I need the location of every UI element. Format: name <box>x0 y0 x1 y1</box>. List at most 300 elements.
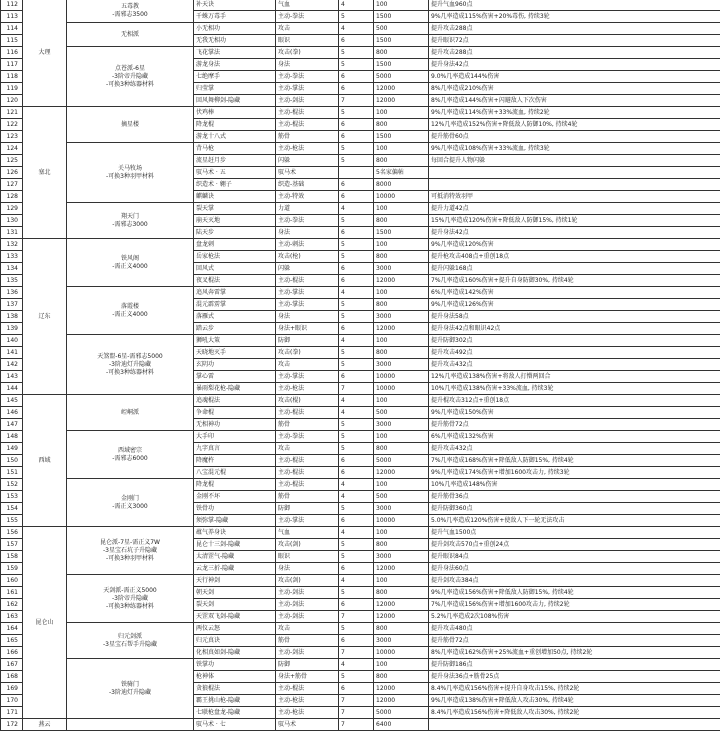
skill-tier: 5 <box>339 419 374 431</box>
skill-type: 攻击(剑) <box>276 539 339 551</box>
skill-effect: 提升筋骨72点 <box>429 419 720 431</box>
skill-cost: 12000 <box>374 275 429 287</box>
row-number: 134 <box>1 263 23 275</box>
skill-tier: 4 <box>339 479 374 491</box>
skill-cost: 12000 <box>374 683 429 695</box>
sect-line: 铁风阁 <box>69 255 191 263</box>
skill-tier: 4 <box>339 395 374 407</box>
row-number: 159 <box>1 563 23 575</box>
skill-type: 攻击 <box>276 359 339 371</box>
skill-type: 身法 <box>276 227 339 239</box>
skill-tier: 7 <box>339 695 374 707</box>
sect-line: 金刚门 <box>69 495 191 503</box>
skill-type: 闪躲 <box>276 155 339 167</box>
skill-effect <box>429 167 720 179</box>
skill-tier: 6 <box>339 599 374 611</box>
skill-tier: 6 <box>339 131 374 143</box>
skill-cost: 10000 <box>374 371 429 383</box>
skill-type: 筋骨 <box>276 131 339 143</box>
skill-type: 筋骨 <box>276 635 339 647</box>
skill-type: 攻击 <box>276 443 339 455</box>
skill-effect: 提升身法58点 <box>429 311 720 323</box>
sect-cell <box>67 527 194 575</box>
table-row <box>1 623 720 635</box>
skill-cost: 800 <box>374 623 429 635</box>
skill-effect: 提升攻击288点 <box>429 23 720 35</box>
skill-cost: 12000 <box>374 695 429 707</box>
row-number: 160 <box>1 575 23 587</box>
skill-cost: 12000 <box>374 611 429 623</box>
sect-line: -3阶帝升隐藏 <box>69 595 191 603</box>
row-number: 125 <box>1 155 23 167</box>
sect-cell <box>67 143 194 203</box>
skill-name: 流星赶月步 <box>194 155 276 167</box>
skill-effect: 6%几率造成142%伤害 <box>429 287 720 299</box>
skill-tier: 5 <box>339 623 374 635</box>
skill-tier: 6 <box>339 275 374 287</box>
skill-cost: 100 <box>374 107 429 119</box>
skill-type: 主动-掌法 <box>276 515 339 527</box>
skill-name: 贪狼棍法 <box>194 683 276 695</box>
sect-line: -3阶迪灯升隐藏 <box>69 689 191 697</box>
sect-cell <box>67 575 194 623</box>
skill-effect: 提升攻击492点 <box>429 347 720 359</box>
row-number: 150 <box>1 455 23 467</box>
skill-name: 大手印 <box>194 431 276 443</box>
row-number: 121 <box>1 107 23 119</box>
skill-type: 主动-棍法 <box>276 683 339 695</box>
sect-line: 崆峒派 <box>69 409 191 417</box>
sect-line: 无相派 <box>69 31 191 39</box>
skill-name: 背马枪 <box>194 143 276 155</box>
table-row <box>1 719 720 731</box>
row-number: 166 <box>1 647 23 659</box>
row-number: 144 <box>1 383 23 395</box>
skill-type: 攻击(棍) <box>276 395 339 407</box>
skill-tier: 4 <box>339 23 374 35</box>
skill-tier: 6 <box>339 467 374 479</box>
skill-cost: 3000 <box>374 419 429 431</box>
sect-line: -需正义3000 <box>69 503 191 511</box>
skill-effect: 提升力道42点 <box>429 203 720 215</box>
skill-name: 混元霹雳掌 <box>194 299 276 311</box>
table-row <box>1 203 720 215</box>
sect-line: 天剑派-需正义5000 <box>69 587 191 595</box>
table-row <box>1 23 720 35</box>
skill-tier: 7 <box>339 95 374 107</box>
sect-line: 天煞盟-6星-需邪志5000 <box>69 353 191 361</box>
skill-cost: 1500 <box>374 35 429 47</box>
skill-name: 昆仑十三剑-隐藏 <box>194 539 276 551</box>
table-row <box>1 335 720 347</box>
region-cell: 塞北 <box>23 107 67 239</box>
skill-name: 回风式 <box>194 263 276 275</box>
skill-effect: 8%几率造成144%伤害+闪避敌人下次伤害 <box>429 95 720 107</box>
skill-effect: 提升防御186点 <box>429 659 720 671</box>
skill-type: 主动-剑法 <box>276 647 339 659</box>
sect-line: -可换3种羽甲材料 <box>69 555 191 563</box>
skill-tier: 5 <box>339 107 374 119</box>
skill-tier: 4 <box>339 335 374 347</box>
skill-effect <box>429 719 720 731</box>
skill-type: 织造-基础 <box>276 179 339 191</box>
skill-effect: 8.4%几率造成156%伤害+降低敌人攻击30%, 持续2轮 <box>429 707 720 719</box>
row-number: 161 <box>1 587 23 599</box>
skill-cost: 12000 <box>374 563 429 575</box>
table-row <box>1 479 720 491</box>
skill-cost: 100 <box>374 431 429 443</box>
skill-name: 玄阴功 <box>194 359 276 371</box>
skill-name: 两仪云怒 <box>194 623 276 635</box>
skill-tier: 5 <box>339 539 374 551</box>
skill-tier: 5 <box>339 671 374 683</box>
sect-line: -可换3种练器材料 <box>69 603 191 611</box>
skill-effect: 9%几率造成126%伤害 <box>429 299 720 311</box>
row-number: 146 <box>1 407 23 419</box>
row-number: 117 <box>1 59 23 71</box>
row-number: 151 <box>1 467 23 479</box>
skill-name: 岳家枪法 <box>194 251 276 263</box>
skill-effect: 提升身法42点和眼识42点 <box>429 323 720 335</box>
skill-tier: 6 <box>339 71 374 83</box>
skill-effect: 8%几率造成162%伤害+25%流血+重创增加50点, 持续2轮 <box>429 647 720 659</box>
skill-tier: 6 <box>339 635 374 647</box>
skill-cost: 800 <box>374 347 429 359</box>
skill-tier: 6 <box>339 227 374 239</box>
skill-type: 气血 <box>276 527 339 539</box>
skill-tier: 5 <box>339 47 374 59</box>
skill-effect: 9%几率造成174%伤害+增加1600攻击力, 持续3轮 <box>429 467 720 479</box>
sect-line: 关马牧场 <box>69 165 191 173</box>
skill-effect: 提升身法42点 <box>429 227 720 239</box>
skill-name: 九字真言 <box>194 443 276 455</box>
sect-line: 西域密宗 <box>69 447 191 455</box>
skill-effect: 提升攻击432点 <box>429 359 720 371</box>
skill-tier: 5 <box>339 215 374 227</box>
skill-type: 闪躲 <box>276 263 339 275</box>
row-number: 128 <box>1 191 23 203</box>
skill-name: 踏云步 <box>194 323 276 335</box>
skill-tier: 5 <box>339 143 374 155</box>
row-number: 123 <box>1 131 23 143</box>
skill-name: 游龙十八式 <box>194 131 276 143</box>
skill-cost: 800 <box>374 587 429 599</box>
row-number: 127 <box>1 179 23 191</box>
skill-effect: 12%几率造成152%伤害+降低敌人防御10%, 持续4轮 <box>429 119 720 131</box>
skill-cost: 5000 <box>374 707 429 719</box>
row-number: 170 <box>1 695 23 707</box>
sect-cell <box>67 47 194 107</box>
row-number: 147 <box>1 419 23 431</box>
row-number: 122 <box>1 119 23 131</box>
skill-cost: 500 <box>374 23 429 35</box>
row-number: 142 <box>1 359 23 371</box>
skill-effect: 5.2%几率造成2次108%伤害 <box>429 611 720 623</box>
skill-name: 须弥掌-隐藏 <box>194 515 276 527</box>
row-number: 154 <box>1 503 23 515</box>
row-number: 152 <box>1 479 23 491</box>
row-number: 129 <box>1 203 23 215</box>
row-number: 140 <box>1 335 23 347</box>
table-row <box>1 143 720 155</box>
skill-tier: 5 <box>339 11 374 23</box>
skill-effect: 7%几率造成160%伤害+提升自身防御30%, 持续4轮 <box>429 275 720 287</box>
skill-name: 麒麟诀 <box>194 191 276 203</box>
skill-type: 主动-棍法 <box>276 275 339 287</box>
skill-type: 眼识 <box>276 35 339 47</box>
sect-cell <box>67 659 194 719</box>
sect-line: -需邪志3000 <box>69 221 191 229</box>
row-number: 138 <box>1 311 23 323</box>
skill-type: 主动-枪法 <box>276 143 339 155</box>
sect-cell <box>67 107 194 143</box>
skill-type: 主动-特效 <box>276 191 339 203</box>
skill-cost: 3000 <box>374 311 429 323</box>
skill-cost: 12000 <box>374 467 429 479</box>
skill-name: 夜叉棍法 <box>194 275 276 287</box>
skill-tier: 6 <box>339 263 374 275</box>
skill-effect: 提升身法60点 <box>429 563 720 575</box>
skill-name: 落雁式 <box>194 311 276 323</box>
row-number: 157 <box>1 539 23 551</box>
row-number: 133 <box>1 251 23 263</box>
skill-effect: 提升身法42点 <box>429 59 720 71</box>
skill-name: 化相真如剑-隐藏 <box>194 647 276 659</box>
skill-name: 七绝摩手 <box>194 71 276 83</box>
skill-type: 气血 <box>276 0 339 11</box>
table-row <box>1 107 720 119</box>
skill-tier: 6 <box>339 83 374 95</box>
skill-effect: 9%几率造成115%伤害+20%毒伤, 持续3轮 <box>429 11 720 23</box>
skill-name: 无相神功 <box>194 419 276 431</box>
skill-cost: 12000 <box>374 323 429 335</box>
skill-name: 裂天掌 <box>194 203 276 215</box>
skill-cost: 3000 <box>374 359 429 371</box>
sect-cell <box>67 395 194 431</box>
skill-name: 狮吼大策 <box>194 335 276 347</box>
skill-tier: 5 <box>339 155 374 167</box>
skill-type: 防御 <box>276 503 339 515</box>
skill-name: 小无相功 <box>194 23 276 35</box>
row-number: 120 <box>1 95 23 107</box>
sect-line: -需邪志6000 <box>69 455 191 463</box>
skill-effect: 9%几率造成138%伤害+降低敌人攻击30%, 持续4轮 <box>429 695 720 707</box>
skill-effect: 7%几率造成168%伤害+降低敌人防御15%, 持续4轮 <box>429 455 720 467</box>
skill-cost: 3000 <box>374 503 429 515</box>
sect-line: -需正义4000 <box>69 263 191 271</box>
skill-cost: 100 <box>374 287 429 299</box>
row-number: 114 <box>1 23 23 35</box>
skill-effect: 可抵消特效羽甲 <box>429 191 720 203</box>
region-cell: 西域 <box>23 395 67 527</box>
row-number: 162 <box>1 599 23 611</box>
table-row <box>1 575 720 587</box>
skill-effect: 提升攻击432点 <box>429 443 720 455</box>
sect-cell <box>67 479 194 527</box>
row-number: 126 <box>1 167 23 179</box>
skill-type: 防御 <box>276 659 339 671</box>
row-number: 145 <box>1 395 23 407</box>
skill-effect: 提升身法36点+筋骨25点 <box>429 671 720 683</box>
skill-cost: 500 <box>374 407 429 419</box>
skill-tier: 7 <box>339 383 374 395</box>
skill-name: 崩天灭地 <box>194 215 276 227</box>
skill-name: 陆天步 <box>194 227 276 239</box>
sect-cell <box>67 0 194 23</box>
sect-cell <box>67 239 194 287</box>
skill-cost: 100 <box>374 479 429 491</box>
skill-name: 盘龙刺 <box>194 239 276 251</box>
skill-name: 归莹掌 <box>194 83 276 95</box>
skill-name: 追风奔雷掌 <box>194 287 276 299</box>
row-number: 164 <box>1 623 23 635</box>
skill-cost: 800 <box>374 299 429 311</box>
skill-tier: 5 <box>339 347 374 359</box>
sect-line: -可换3种羽甲材料 <box>69 173 191 181</box>
sect-line: 昆仑派-7星-需正义7W <box>69 539 191 547</box>
skill-type: 主动-棍法 <box>276 407 339 419</box>
skill-tier: 5 <box>339 431 374 443</box>
skill-type: 主动-剑法 <box>276 611 339 623</box>
skill-name: 降魔杵 <box>194 455 276 467</box>
row-number: 137 <box>1 299 23 311</box>
row-number: 113 <box>1 11 23 23</box>
skill-effect <box>429 179 720 191</box>
skill-cost: 100 <box>374 0 429 11</box>
row-number: 143 <box>1 371 23 383</box>
table-row <box>1 659 720 671</box>
row-number: 141 <box>1 347 23 359</box>
skill-type: 主动-棍法 <box>276 467 339 479</box>
sect-line: -3星宝石坑子升隐藏 <box>69 547 191 555</box>
table-row <box>1 395 720 407</box>
skill-type: 主动-剑法 <box>276 95 339 107</box>
skill-tier: 6 <box>339 179 374 191</box>
skill-name: 回风舞柳剑-隐藏 <box>194 95 276 107</box>
skill-tier: 5 <box>339 59 374 71</box>
sect-line: -3阶迪灯升隐藏 <box>69 361 191 369</box>
skill-cost: 100 <box>374 395 429 407</box>
skill-type: 防御 <box>276 335 339 347</box>
sect-line: 摘星楼 <box>69 121 191 129</box>
skill-type: 驭马术 <box>276 719 339 731</box>
skill-type: 身法+眼识 <box>276 323 339 335</box>
row-number: 172 <box>1 719 23 731</box>
row-number: 131 <box>1 227 23 239</box>
skill-tier: 5 <box>339 311 374 323</box>
row-number: 156 <box>1 527 23 539</box>
skill-tier: 4 <box>339 575 374 587</box>
sect-line: 落霞楼 <box>69 303 191 311</box>
skill-type: 身法 <box>276 563 339 575</box>
skill-effect: 9%几率造成156%伤害+降低敌人防御15%, 持续4轮 <box>429 587 720 599</box>
skill-type: 攻击(拳) <box>276 347 339 359</box>
skill-type: 主动-棍法 <box>276 119 339 131</box>
skill-cost: 6400 <box>374 719 429 731</box>
skill-name: 归元真诀 <box>194 635 276 647</box>
skill-type: 主动-掌法 <box>276 299 339 311</box>
skill-name: 天行神剑 <box>194 575 276 587</box>
skill-effect: 提升棍攻击312点+重创18点 <box>429 395 720 407</box>
skill-effect: 提升攻击288点 <box>429 47 720 59</box>
table-row <box>1 0 720 11</box>
skill-tier: 4 <box>339 407 374 419</box>
skill-tier: 6 <box>339 455 374 467</box>
table-row <box>1 527 720 539</box>
skill-effect: 提升眼识72点 <box>429 35 720 47</box>
skill-effect: 6%几率造成132%伤害 <box>429 431 720 443</box>
row-number: 165 <box>1 635 23 647</box>
skill-type: 攻击 <box>276 623 339 635</box>
sect-line: -可换3种练器材料 <box>69 81 191 89</box>
skill-type: 主动-剑法 <box>276 599 339 611</box>
table-row <box>1 431 720 443</box>
sect-cell <box>67 335 194 395</box>
skill-name: 无我无相功 <box>194 35 276 47</box>
table-body <box>1 0 720 731</box>
row-number: 149 <box>1 443 23 455</box>
sect-line: -可换3种练器材料 <box>69 369 191 377</box>
skill-effect: 提升气血960点 <box>429 0 720 11</box>
skill-type: 主动-枪法 <box>276 383 339 395</box>
skill-cost: 1500 <box>374 11 429 23</box>
skill-cost: 10000 <box>374 515 429 527</box>
skill-tier: 5 <box>339 551 374 563</box>
skill-name: 霸王挑山枪-隐藏 <box>194 695 276 707</box>
sect-line: -3阶帝升隐藏 <box>69 73 191 81</box>
region-cell: 大理 <box>23 0 67 107</box>
skill-tier: 5 <box>339 251 374 263</box>
skill-type: 攻击(剑) <box>276 575 339 587</box>
skill-tier: 5 <box>339 239 374 251</box>
row-number: 136 <box>1 287 23 299</box>
skill-name: 天晓地灭手 <box>194 347 276 359</box>
row-number: 167 <box>1 659 23 671</box>
skill-cost: 12000 <box>374 83 429 95</box>
skill-cost: 800 <box>374 671 429 683</box>
sect-line: 铁骑门 <box>69 681 191 689</box>
row-number: 148 <box>1 431 23 443</box>
skill-tier: 4 <box>339 0 374 11</box>
skill-name: 飞花掌法 <box>194 47 276 59</box>
skill-effect: 7%几率造成156%伤害+增加1600攻击力, 持续2轮 <box>429 599 720 611</box>
skill-effect: 提升闪躲168点 <box>429 263 720 275</box>
skill-tier: 7 <box>339 719 374 731</box>
skill-type: 主动-拳法 <box>276 215 339 227</box>
skill-cost: 5名家偏帖 <box>374 167 429 179</box>
skill-tier: 6 <box>339 683 374 695</box>
row-number: 155 <box>1 515 23 527</box>
skill-cost: 800 <box>374 215 429 227</box>
skill-type: 筋骨 <box>276 419 339 431</box>
row-number: 163 <box>1 611 23 623</box>
row-number: 139 <box>1 323 23 335</box>
skill-cost: 800 <box>374 155 429 167</box>
skill-tier: 5 <box>339 503 374 515</box>
skill-cost: 3000 <box>374 263 429 275</box>
skill-effect: 9.0%几率造成144%伤害 <box>429 71 720 83</box>
skill-name: 追魂棍法 <box>194 395 276 407</box>
skill-name: 铁骨功 <box>194 503 276 515</box>
skill-type: 主动-拳法 <box>276 71 339 83</box>
skill-type: 主动-拳法 <box>276 11 339 23</box>
skill-type: 身法 <box>276 59 339 71</box>
skill-effect: 每回合提升人物闪躲 <box>429 155 720 167</box>
skill-tier: 6 <box>339 119 374 131</box>
skill-name: 驭马术 · 五 <box>194 167 276 179</box>
row-number: 118 <box>1 71 23 83</box>
skill-cost: 5000 <box>374 455 429 467</box>
